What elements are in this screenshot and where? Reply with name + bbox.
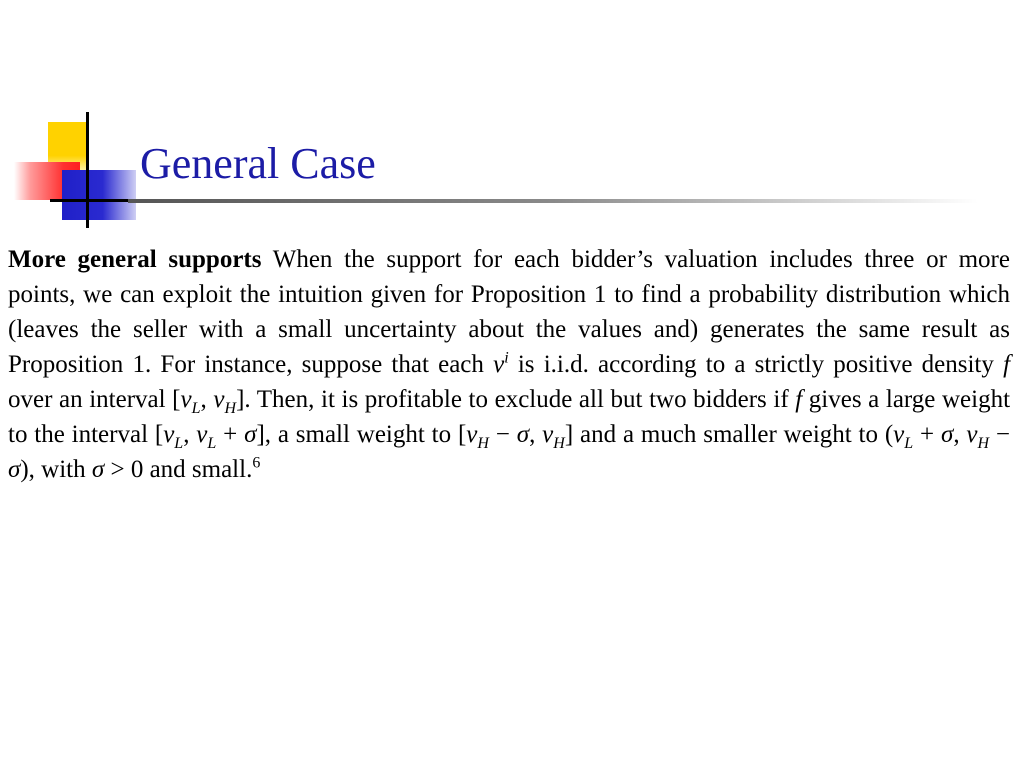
text-run: over an interval [ [8,386,181,413]
text-run: gives a large weight to the interval [ [8,386,1011,448]
paragraph-lead: More general supports [8,246,262,273]
math-sigma: σ [940,421,954,448]
text-run: + [216,421,245,448]
text-run: + [913,421,941,448]
logo-horizontal-line [50,199,140,202]
math-subscript: H [224,400,237,417]
math-sigma: σ [244,421,257,448]
math-subscript: H [477,435,489,452]
math-v: v [213,386,225,413]
text-run: − [488,421,517,448]
math-v: v [196,421,208,448]
text-run: ]. Then, it is profitable to exclude all but two bidders if [236,386,796,413]
text-run: ], a small weight to [ [256,421,467,448]
text-run: , [953,421,967,448]
math-subscript: L [174,435,184,452]
math-superscript: i [504,349,509,367]
text-run: > 0 and small. [104,456,253,483]
text-run: is i.i.d. according to a strictly positive density [508,351,1004,378]
math-sigma: σ [8,456,21,483]
math-sigma: σ [516,421,530,448]
math-f: f [1003,351,1011,378]
math-v: v [493,351,505,378]
text-run: When the support for each bidder’s valuation includes three or more points, we can exploit the intuition given for Proposition 1 to find a probability distribution which (leaves the seller with a small uncertainty about the values and) generates the same result as Proposition 1. For instance, suppose that each [8,246,1010,378]
math-subscript: L [191,400,201,417]
math-v: v [542,421,554,448]
title-underline-rule [128,199,978,203]
text-run: ), with [20,456,92,483]
footnote-marker[interactable]: 6 [252,454,261,472]
text-run: − [989,421,1011,448]
logo-vertical-line [86,112,89,228]
math-subscript: H [977,435,990,452]
text-run: ] and a much smaller weight to ( [564,421,894,448]
math-v: v [966,421,978,448]
body-paragraph [8,242,1010,487]
text-run: , [529,421,543,448]
math-v: v [163,421,175,448]
math-v: v [180,386,192,413]
text-run: , [183,421,197,448]
text-run: , [200,386,214,413]
math-subscript: L [904,435,914,452]
slide-title: General Case [140,139,376,188]
math-v: v [466,421,478,448]
math-v: v [893,421,905,448]
math-subscript: H [553,435,565,452]
math-subscript: L [207,435,217,452]
logo-blue-square [62,170,136,220]
math-f: f [795,386,803,413]
math-sigma: σ [91,456,105,483]
